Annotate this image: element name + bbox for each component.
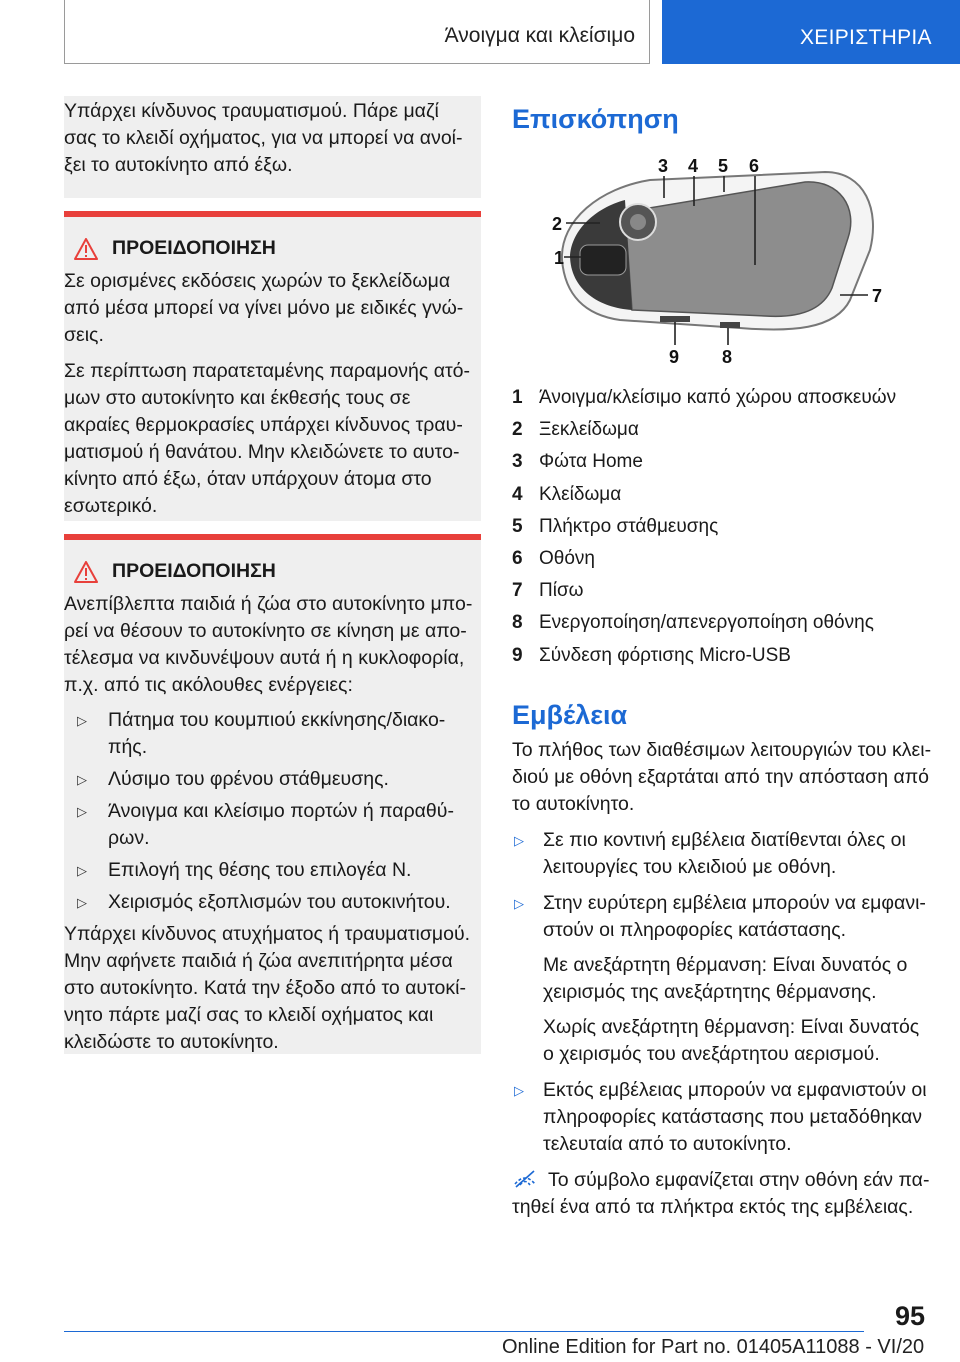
legend-row: 9 Σύνδεση φόρτισης Micro-USB (512, 644, 791, 666)
range-title: Εμβέλεια (512, 700, 628, 730)
triangle-bullet-icon: ▷ (77, 895, 87, 910)
warning-box-2 (64, 540, 481, 1054)
key-display-switch (720, 322, 740, 328)
intro-box (64, 96, 481, 198)
legend-row: 1 Άνοιγμα/κλείσιμο καπό χώρου αποσκευών (512, 387, 897, 409)
warning-2-paragraph-1: Ανεπίβλεπτα παιδιά ή ζώα στο αυτοκίνητο μπορεί να θέσουν το αυτοκίνητο σε κίνηση με αποτέλεσμα να κινδυνέψουν αυτά ή η κυκλοφορία, π.χ. από τις ακόλουθες ενέργειες: (64, 593, 473, 696)
triangle-bullet-icon: ▷ (514, 1083, 524, 1098)
no-signal-symbol-icon (512, 1170, 538, 1188)
callout-4: 4 (688, 156, 699, 176)
key-boot-button (580, 245, 626, 275)
footer-divider (64, 1331, 864, 1332)
range-intro: Το πλήθος των διαθέσιμων λειτουργιών του κλειδιού με οθόνη εξαρτάται από την απόσταση από το αυτοκίνητο. (512, 739, 932, 815)
list-item: ▷ Λύσιμο του φρένου στάθμευσης. (64, 766, 473, 793)
triangle-bullet-icon: ▷ (514, 833, 524, 848)
warning-box-1 (64, 217, 481, 521)
warning-icon (74, 238, 98, 260)
footer-edition: Online Edition for Part no. 01405A11088 - VI/20 (502, 1336, 925, 1358)
callout-8: 8 (722, 347, 733, 367)
warning-1-paragraph-1: Σε ορισμένες εκδόσεις χωρών το ξεκλείδωμα από μέσα μπορεί να γίνει μόνο με ειδικές γνώσεις. (64, 270, 464, 346)
range-body (512, 737, 932, 1221)
warning-title-text-2: ΠΡΟΕΙΔΟΠΟΙΗΣΗ (112, 560, 276, 582)
callout-7: 7 (872, 286, 883, 306)
callout-2: 2 (552, 214, 563, 234)
triangle-bullet-icon: ▷ (77, 713, 87, 728)
triangle-bullet-icon: ▷ (77, 804, 87, 819)
callout-5: 5 (718, 156, 729, 176)
overview-legend (512, 382, 932, 672)
list-item: ▷ Εκτός εμβέλειας μπορούν να εμφανιστούν οι πληροφορίες κατάστασης που μεταδόθηκαν τελευταία από το αυτοκίνητο. (514, 1079, 927, 1155)
callout-9: 9 (669, 347, 680, 367)
page-number: 95 (895, 1301, 926, 1331)
triangle-bullet-icon: ▷ (77, 772, 87, 787)
header-chapter-tab (662, 0, 960, 64)
legend-row: 7 Πίσω (512, 580, 584, 602)
header-section-box (64, 0, 650, 64)
warning-icon (74, 561, 98, 583)
header-section-title: Άνοιγμα και κλείσιμο (444, 24, 635, 47)
overview-title: Επισκόπηση (512, 104, 679, 134)
legend-row: 5 Πλήκτρο στάθμευσης (512, 515, 719, 537)
callout-6: 6 (749, 156, 760, 176)
legend-row: 2 Ξεκλείδωμα (512, 419, 639, 441)
legend-row: 8 Ενεργοποίηση/απενεργοποίηση οθόνης (512, 612, 874, 634)
key-usb-port (660, 316, 690, 322)
display-key-illustration (540, 150, 900, 368)
header-chapter-title: ΧΕΙΡΙΣΤΗΡΙΑ (800, 26, 932, 49)
warning-title-text-1: ΠΡΟΕΙΔΟΠΟΙΗΣΗ (112, 237, 276, 259)
legend-row: 4 Κλείδωμα (512, 483, 622, 505)
range-sub-item: Με ανεξάρτητη θέρμανση: Είναι δυνατός ο χειρισμός της ανεξάρτητης θέρμανσης. (543, 954, 908, 1003)
warning-title-2 (64, 560, 473, 583)
triangle-bullet-icon: ▷ (514, 896, 524, 911)
list-item: ▷ Άνοιγμα και κλείσιμο πορτών ή παραθύρων. (77, 800, 454, 849)
callout-3: 3 (658, 156, 669, 176)
list-item: ▷ Επιλογή της θέσης του επιλογέα N. (64, 857, 473, 884)
intro-text: Υπάρχει κίνδυνος τραυματισμού. Πάρε μαζί σας το κλειδί οχήματος, για να μπορεί να ανοίξει το αυτοκίνητο από έξω. (64, 100, 463, 176)
warning-1-paragraph-2: Σε περίπτωση παρατεταμένης παραμονής ατόμων στο αυτοκίνητο και έκθεσής τους σε ακραίες θερμοκρασίες υπάρχει κίνδυνος τραυματισμού ή θανάτου. Μην κλειδώνετε το αυτοκίνητο από έξω, όταν υπάρχουν άτομα στο εσωτερικό. (64, 360, 471, 517)
warning-title-1 (64, 237, 473, 260)
triangle-bullet-icon: ▷ (77, 863, 87, 878)
list-item: ▷ Χειρισμός εξοπλισμών του αυτοκινήτου. (64, 889, 473, 916)
list-item: ▷ Σε πιο κοντινή εμβέλεια διατίθενται όλες οι λειτουργίες του κλειδιού με οθόνη. (514, 829, 906, 878)
callout-1: 1 (554, 248, 565, 268)
legend-row: 3 Φώτα Home (512, 451, 643, 473)
range-note: Το σύμβολο εμφανίζεται στην οθόνη εάν πατηθεί ένα από τα πλήκτρα εκτός της εμβέλειας. (512, 1169, 930, 1218)
legend-row: 6 Οθόνη (512, 548, 595, 570)
warning-2-paragraph-2: Υπάρχει κίνδυνος ατυχήματος ή τραυματισμού. Μην αφήνετε παιδιά ή ζώα ανεπιτήρητα μέσα στο αυτοκίνητο. Κατά την έξοδο από το αυτοκίνητο πάρτε μαζί σας το κλειδί οχήματος και κλειδώστε το αυτοκίνητο. (64, 923, 471, 1053)
list-item: ▷ Πάτημα του κουμπιού εκκίνησης/διακοπής. (77, 709, 446, 758)
range-sub-item: Χωρίς ανεξάρτητη θέρμανση: Είναι δυνατός ο χειρισμός του ανεξάρτητου αερισμού. (543, 1016, 920, 1065)
list-item: ▷ Στην ευρύτερη εμβέλεια μπορούν να εμφανιστούν οι πληροφορίες κατάστασης. (514, 892, 926, 941)
